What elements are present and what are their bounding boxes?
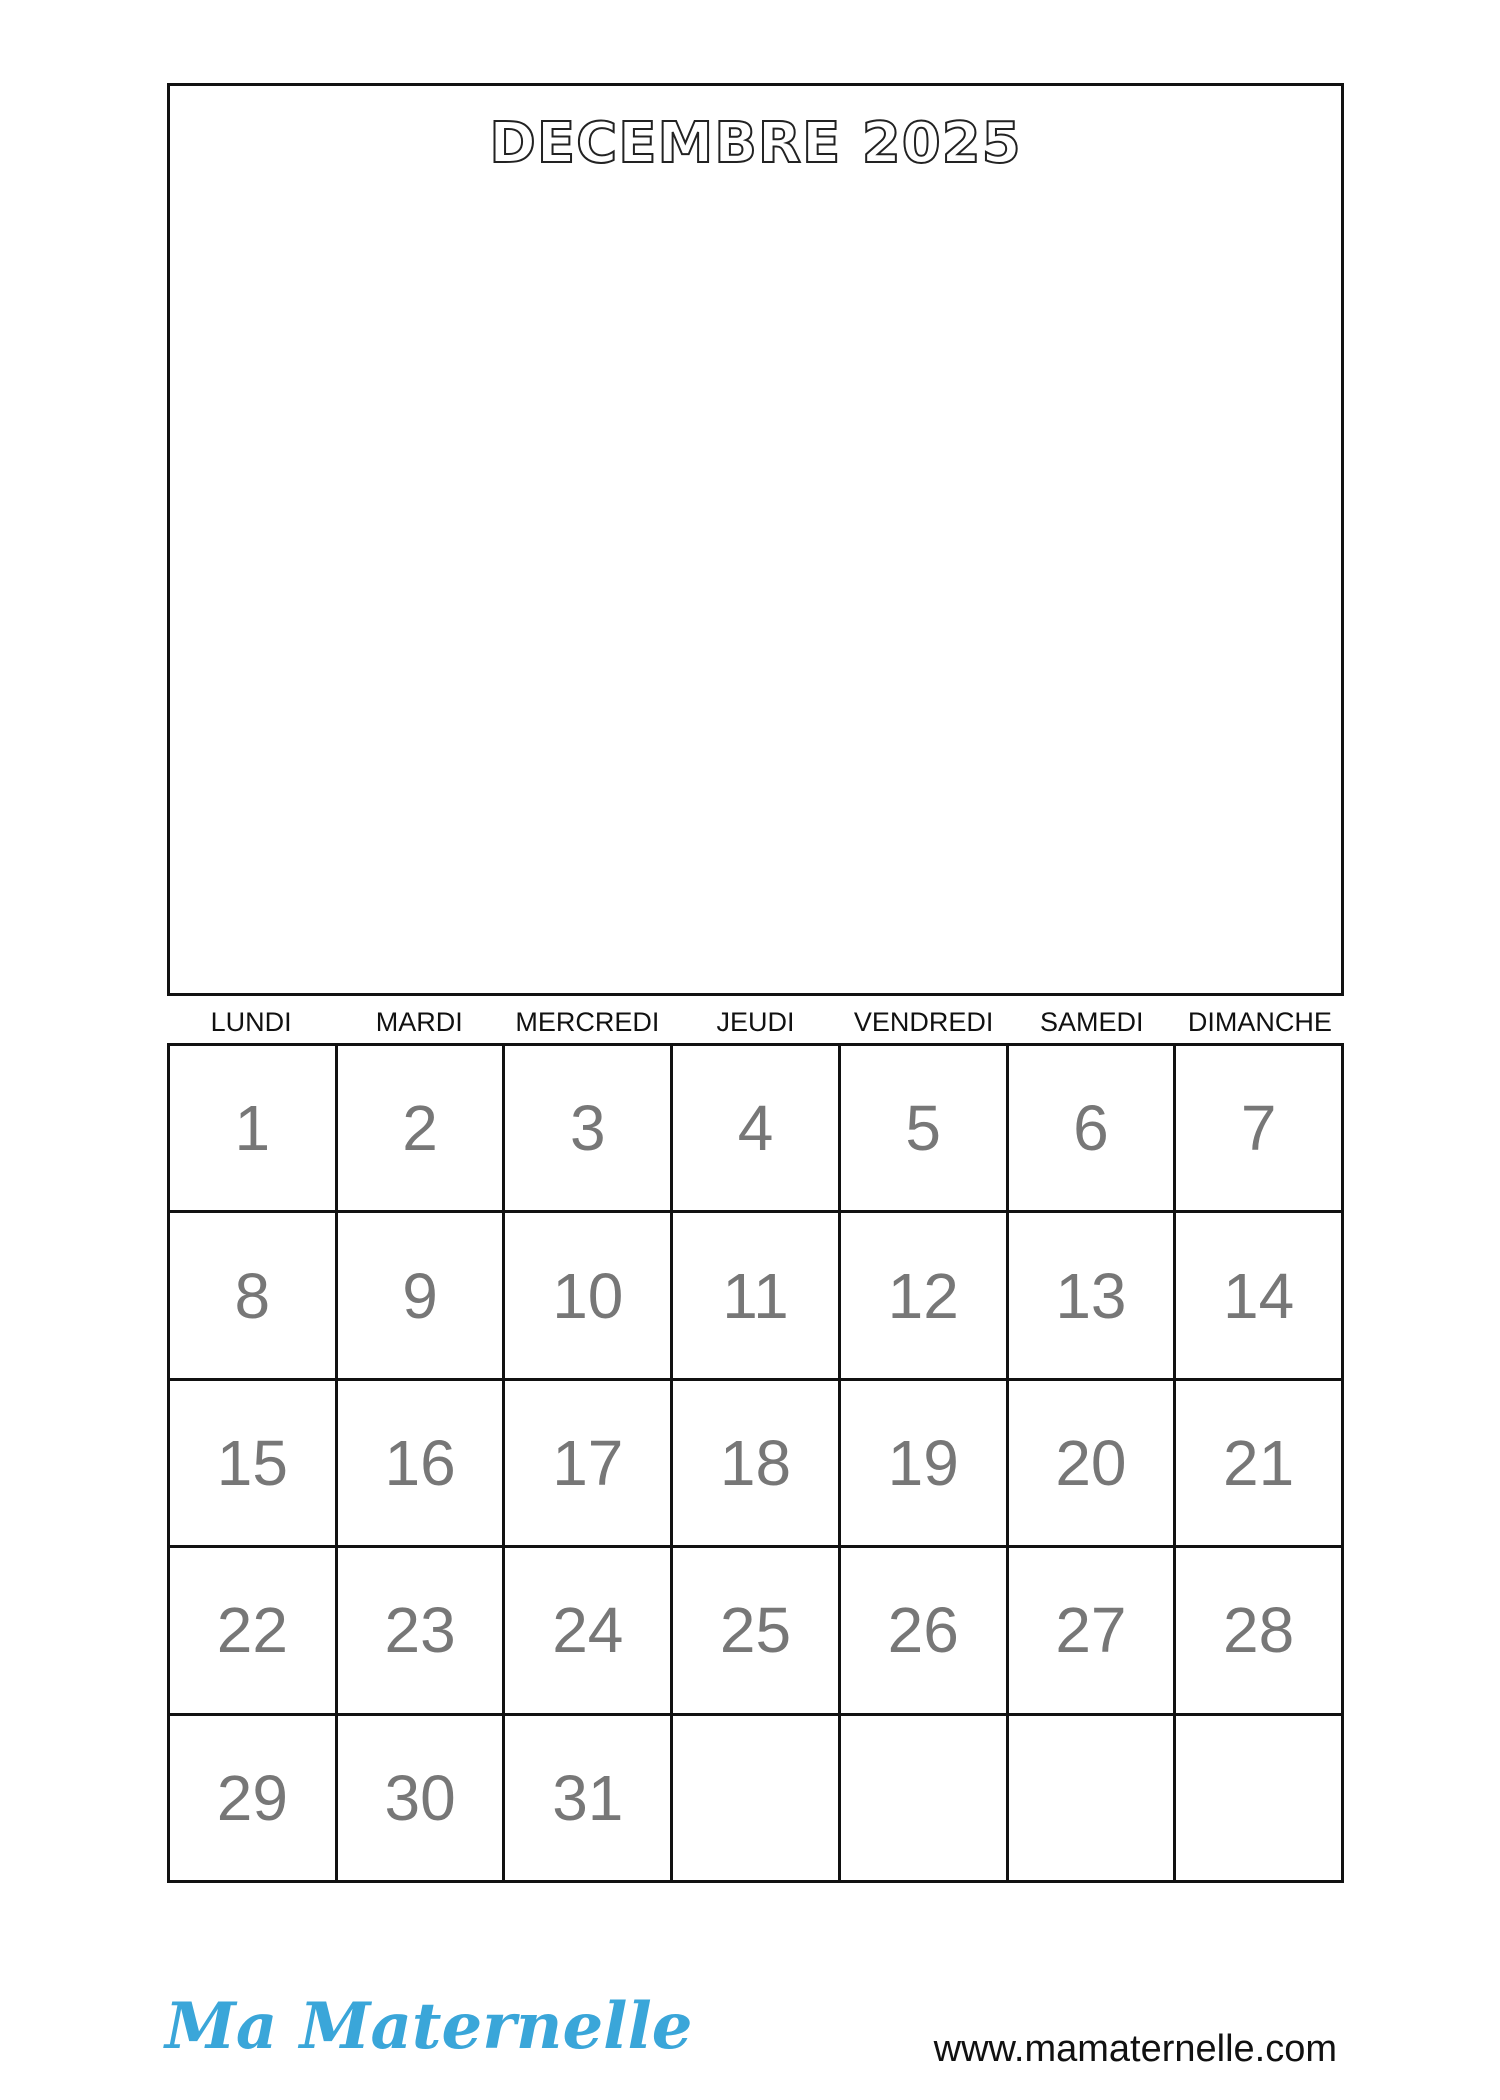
- day-cell: 4: [673, 1046, 841, 1213]
- day-cell: 18: [673, 1381, 841, 1548]
- day-cell: 8: [170, 1213, 338, 1380]
- day-cell: 25: [673, 1548, 841, 1715]
- day-cell: 21: [1176, 1381, 1344, 1548]
- day-cell: 3: [505, 1046, 673, 1213]
- day-cell: 22: [170, 1548, 338, 1715]
- drawing-frame: [167, 83, 1344, 996]
- day-cell: 29: [170, 1716, 338, 1883]
- ma-maternelle-logo: Ma Maternelle: [165, 1989, 693, 2064]
- day-cell: 10: [505, 1213, 673, 1380]
- month-title: DECEMBRE 2025: [489, 111, 1022, 176]
- weekday-wednesday: MERCREDI: [515, 1007, 660, 1037]
- day-cell: 24: [505, 1548, 673, 1715]
- day-cell: 23: [338, 1548, 506, 1715]
- day-cell: 13: [1009, 1213, 1177, 1380]
- day-cell: 7: [1176, 1046, 1344, 1213]
- day-cell-empty: [673, 1716, 841, 1883]
- day-cell: 5: [841, 1046, 1009, 1213]
- day-cell: 16: [338, 1381, 506, 1548]
- day-cell: 2: [338, 1046, 506, 1213]
- day-cell: 19: [841, 1381, 1009, 1548]
- day-cell: 15: [170, 1381, 338, 1548]
- weekday-saturday: SAMEDI: [1040, 1007, 1144, 1037]
- weekday-tuesday: MARDI: [375, 1007, 463, 1037]
- day-cell: 12: [841, 1213, 1009, 1380]
- day-cell-empty: [1176, 1716, 1344, 1883]
- weekday-friday: VENDREDI: [853, 1007, 994, 1037]
- weekday-header-row: [167, 1004, 1344, 1040]
- day-cell-empty: [1009, 1716, 1177, 1883]
- day-cell: 14: [1176, 1213, 1344, 1380]
- day-cell-empty: [841, 1716, 1009, 1883]
- day-cell: 20: [1009, 1381, 1177, 1548]
- weekday-thursday: JEUDI: [716, 1007, 795, 1037]
- day-cell: 31: [505, 1716, 673, 1883]
- day-cell: 1: [170, 1046, 338, 1213]
- day-cell: 28: [1176, 1548, 1344, 1715]
- calendar-grid: [167, 1043, 1344, 1883]
- day-cell: 17: [505, 1381, 673, 1548]
- website-url: www.mamaternelle.com: [933, 2028, 1337, 2070]
- day-cell: 26: [841, 1548, 1009, 1715]
- weekday-sunday: DIMANCHE: [1187, 1007, 1332, 1037]
- day-cell: 6: [1009, 1046, 1177, 1213]
- day-cell: 27: [1009, 1548, 1177, 1715]
- weekday-monday: LUNDI: [210, 1007, 292, 1037]
- day-cell: 9: [338, 1213, 506, 1380]
- day-cell: 30: [338, 1716, 506, 1883]
- day-cell: 11: [673, 1213, 841, 1380]
